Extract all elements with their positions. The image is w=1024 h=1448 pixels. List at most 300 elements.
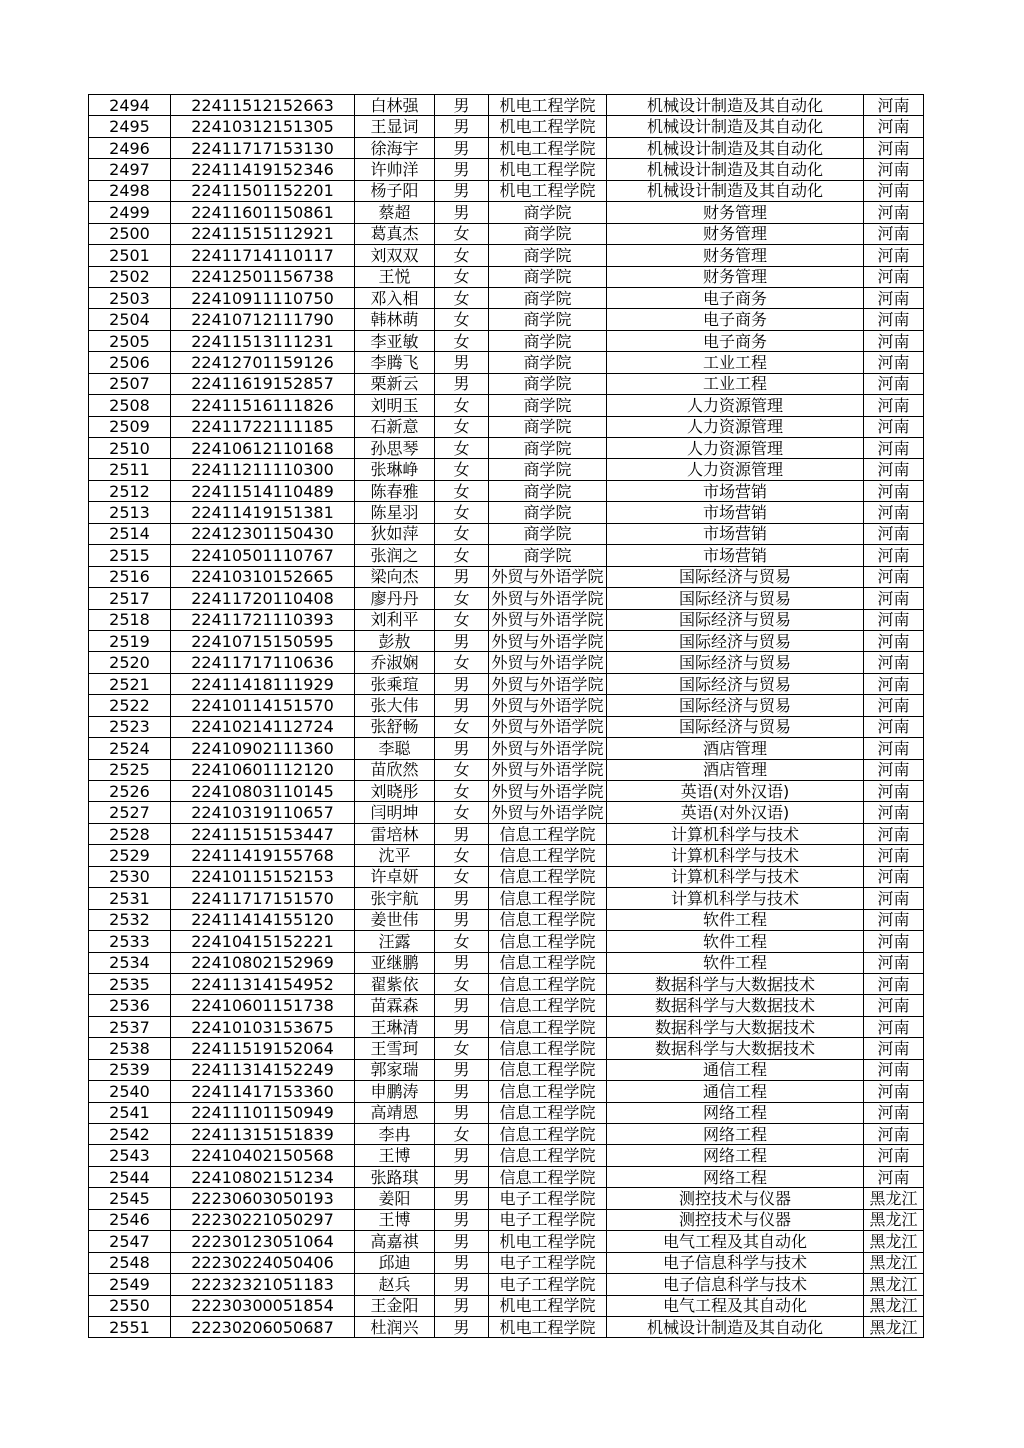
major-cell: 网络工程	[607, 1102, 864, 1123]
gender-cell: 女	[435, 931, 489, 952]
student-id-cell: 22411717153130	[171, 137, 355, 158]
major-cell: 机械设计制造及其自动化	[607, 137, 864, 158]
gender-cell: 女	[435, 309, 489, 330]
college-cell: 信息工程学院	[489, 1038, 607, 1059]
name-cell: 徐海宇	[355, 137, 435, 158]
college-cell: 信息工程学院	[489, 1166, 607, 1187]
serial-number-cell: 2542	[89, 1124, 171, 1145]
province-cell: 河南	[864, 438, 924, 459]
province-cell: 河南	[864, 823, 924, 844]
name-cell: 蔡超	[355, 202, 435, 223]
gender-cell: 男	[435, 1059, 489, 1080]
province-cell: 河南	[864, 180, 924, 201]
student-id-cell: 22412701159126	[171, 352, 355, 373]
college-cell: 商学院	[489, 523, 607, 544]
college-cell: 信息工程学院	[489, 888, 607, 909]
student-id-cell: 22230221050297	[171, 1209, 355, 1230]
college-cell: 外贸与外语学院	[489, 802, 607, 823]
major-cell: 酒店管理	[607, 738, 864, 759]
province-cell: 河南	[864, 781, 924, 802]
student-id-cell: 22410415152221	[171, 931, 355, 952]
name-cell: 陈春雅	[355, 480, 435, 501]
student-id-cell: 22410601151738	[171, 995, 355, 1016]
table-row	[89, 1102, 924, 1123]
province-cell: 河南	[864, 1081, 924, 1102]
name-cell: 张宇航	[355, 888, 435, 909]
college-cell: 商学院	[489, 459, 607, 480]
province-cell: 河南	[864, 287, 924, 308]
serial-number-cell: 2502	[89, 266, 171, 287]
gender-cell: 男	[435, 630, 489, 651]
college-cell: 外贸与外语学院	[489, 759, 607, 780]
province-cell: 河南	[864, 716, 924, 737]
gender-cell: 女	[435, 438, 489, 459]
serial-number-cell: 2507	[89, 373, 171, 394]
serial-number-cell: 2501	[89, 245, 171, 266]
name-cell: 王显词	[355, 116, 435, 137]
table-body	[89, 95, 924, 1338]
province-cell: 河南	[864, 630, 924, 651]
gender-cell: 男	[435, 673, 489, 694]
table-row	[89, 480, 924, 501]
serial-number-cell: 2511	[89, 459, 171, 480]
table-row	[89, 973, 924, 994]
college-cell: 商学院	[489, 502, 607, 523]
student-id-cell: 22411512152663	[171, 95, 355, 116]
gender-cell: 女	[435, 609, 489, 630]
table-row	[89, 395, 924, 416]
name-cell: 雷培林	[355, 823, 435, 844]
gender-cell: 男	[435, 137, 489, 158]
major-cell: 财务管理	[607, 245, 864, 266]
name-cell: 杜润兴	[355, 1316, 435, 1337]
province-cell: 河南	[864, 673, 924, 694]
name-cell: 王博	[355, 1145, 435, 1166]
college-cell: 机电工程学院	[489, 95, 607, 116]
major-cell: 国际经济与贸易	[607, 695, 864, 716]
name-cell: 闫明坤	[355, 802, 435, 823]
table-row	[89, 1252, 924, 1273]
major-cell: 酒店管理	[607, 759, 864, 780]
gender-cell: 男	[435, 1081, 489, 1102]
serial-number-cell: 2517	[89, 588, 171, 609]
serial-number-cell: 2546	[89, 1209, 171, 1230]
gender-cell: 男	[435, 909, 489, 930]
table-row	[89, 352, 924, 373]
student-id-cell: 22230300051854	[171, 1295, 355, 1316]
serial-number-cell: 2515	[89, 545, 171, 566]
student-id-cell: 22411515153447	[171, 823, 355, 844]
province-cell: 河南	[864, 137, 924, 158]
college-cell: 信息工程学院	[489, 1145, 607, 1166]
name-cell: 刘双双	[355, 245, 435, 266]
gender-cell: 男	[435, 159, 489, 180]
table-row	[89, 1231, 924, 1252]
table-row	[89, 802, 924, 823]
gender-cell: 男	[435, 202, 489, 223]
table-row	[89, 180, 924, 201]
table-row	[89, 1295, 924, 1316]
college-cell: 商学院	[489, 373, 607, 394]
province-cell: 河南	[864, 1145, 924, 1166]
student-id-cell: 22230224050406	[171, 1252, 355, 1273]
table-row	[89, 202, 924, 223]
province-cell: 河南	[864, 802, 924, 823]
table-row	[89, 1081, 924, 1102]
major-cell: 计算机科学与技术	[607, 823, 864, 844]
name-cell: 许卓妍	[355, 866, 435, 887]
gender-cell: 男	[435, 373, 489, 394]
name-cell: 赵兵	[355, 1274, 435, 1295]
college-cell: 外贸与外语学院	[489, 566, 607, 587]
gender-cell: 女	[435, 523, 489, 544]
serial-number-cell: 2498	[89, 180, 171, 201]
major-cell: 国际经济与贸易	[607, 630, 864, 651]
gender-cell: 男	[435, 1166, 489, 1187]
table-row	[89, 95, 924, 116]
serial-number-cell: 2530	[89, 866, 171, 887]
college-cell: 机电工程学院	[489, 1231, 607, 1252]
name-cell: 李亚敏	[355, 330, 435, 351]
student-id-cell: 22411314154952	[171, 973, 355, 994]
major-cell: 国际经济与贸易	[607, 673, 864, 694]
major-cell: 电子信息科学与技术	[607, 1252, 864, 1273]
student-id-cell: 22412301150430	[171, 523, 355, 544]
name-cell: 张大伟	[355, 695, 435, 716]
table-row	[89, 609, 924, 630]
student-id-cell: 22410715150595	[171, 630, 355, 651]
major-cell: 机械设计制造及其自动化	[607, 1316, 864, 1337]
major-cell: 网络工程	[607, 1145, 864, 1166]
college-cell: 商学院	[489, 438, 607, 459]
serial-number-cell: 2538	[89, 1038, 171, 1059]
gender-cell: 女	[435, 416, 489, 437]
province-cell: 河南	[864, 545, 924, 566]
name-cell: 王悦	[355, 266, 435, 287]
table-row	[89, 137, 924, 158]
major-cell: 测控技术与仪器	[607, 1209, 864, 1230]
table-row	[89, 330, 924, 351]
serial-number-cell: 2540	[89, 1081, 171, 1102]
college-cell: 商学院	[489, 287, 607, 308]
serial-number-cell: 2525	[89, 759, 171, 780]
table-row	[89, 888, 924, 909]
gender-cell: 男	[435, 1274, 489, 1295]
major-cell: 通信工程	[607, 1081, 864, 1102]
college-cell: 信息工程学院	[489, 973, 607, 994]
serial-number-cell: 2551	[89, 1316, 171, 1337]
province-cell: 河南	[864, 866, 924, 887]
major-cell: 软件工程	[607, 909, 864, 930]
province-cell: 河南	[864, 330, 924, 351]
name-cell: 许帅洋	[355, 159, 435, 180]
gender-cell: 女	[435, 1124, 489, 1145]
student-id-cell: 22410601112120	[171, 759, 355, 780]
college-cell: 信息工程学院	[489, 1102, 607, 1123]
serial-number-cell: 2534	[89, 952, 171, 973]
college-cell: 信息工程学院	[489, 1016, 607, 1037]
province-cell: 河南	[864, 952, 924, 973]
major-cell: 机械设计制造及其自动化	[607, 95, 864, 116]
gender-cell: 男	[435, 1295, 489, 1316]
major-cell: 人力资源管理	[607, 416, 864, 437]
table-row	[89, 588, 924, 609]
table-row	[89, 1188, 924, 1209]
table-row	[89, 1145, 924, 1166]
college-cell: 外贸与外语学院	[489, 738, 607, 759]
name-cell: 廖丹丹	[355, 588, 435, 609]
name-cell: 郭家瑞	[355, 1059, 435, 1080]
province-cell: 河南	[864, 373, 924, 394]
gender-cell: 女	[435, 781, 489, 802]
gender-cell: 男	[435, 738, 489, 759]
province-cell: 河南	[864, 973, 924, 994]
serial-number-cell: 2535	[89, 973, 171, 994]
province-cell: 河南	[864, 995, 924, 1016]
serial-number-cell: 2516	[89, 566, 171, 587]
gender-cell: 男	[435, 1188, 489, 1209]
province-cell: 河南	[864, 309, 924, 330]
student-id-cell: 22410911110750	[171, 287, 355, 308]
name-cell: 高嘉祺	[355, 1231, 435, 1252]
college-cell: 外贸与外语学院	[489, 630, 607, 651]
name-cell: 张舒畅	[355, 716, 435, 737]
major-cell: 工业工程	[607, 373, 864, 394]
name-cell: 王金阳	[355, 1295, 435, 1316]
student-id-cell: 22410402150568	[171, 1145, 355, 1166]
province-cell: 河南	[864, 931, 924, 952]
table-row	[89, 995, 924, 1016]
province-cell: 河南	[864, 416, 924, 437]
college-cell: 信息工程学院	[489, 931, 607, 952]
province-cell: 黑龙江	[864, 1188, 924, 1209]
major-cell: 软件工程	[607, 952, 864, 973]
serial-number-cell: 2514	[89, 523, 171, 544]
college-cell: 机电工程学院	[489, 159, 607, 180]
student-id-cell: 22410114151570	[171, 695, 355, 716]
student-id-cell: 22411315151839	[171, 1124, 355, 1145]
college-cell: 信息工程学院	[489, 866, 607, 887]
province-cell: 河南	[864, 1166, 924, 1187]
name-cell: 张乘瑄	[355, 673, 435, 694]
student-id-cell: 22410214112724	[171, 716, 355, 737]
student-id-cell: 22410612110168	[171, 438, 355, 459]
table-row	[89, 1274, 924, 1295]
serial-number-cell: 2549	[89, 1274, 171, 1295]
student-id-cell: 22411418111929	[171, 673, 355, 694]
province-cell: 河南	[864, 502, 924, 523]
name-cell: 亚继鹏	[355, 952, 435, 973]
province-cell: 河南	[864, 1124, 924, 1145]
serial-number-cell: 2518	[89, 609, 171, 630]
serial-number-cell: 2521	[89, 673, 171, 694]
serial-number-cell: 2519	[89, 630, 171, 651]
province-cell: 河南	[864, 1102, 924, 1123]
major-cell: 数据科学与大数据技术	[607, 995, 864, 1016]
student-id-cell: 22411501152201	[171, 180, 355, 201]
major-cell: 网络工程	[607, 1124, 864, 1145]
college-cell: 机电工程学院	[489, 1316, 607, 1337]
student-id-cell: 22411717151570	[171, 888, 355, 909]
major-cell: 市场营销	[607, 502, 864, 523]
gender-cell: 男	[435, 888, 489, 909]
college-cell: 商学院	[489, 395, 607, 416]
serial-number-cell: 2497	[89, 159, 171, 180]
student-id-cell: 22410312151305	[171, 116, 355, 137]
table-row	[89, 1316, 924, 1337]
table-row	[89, 1124, 924, 1145]
province-cell: 河南	[864, 395, 924, 416]
college-cell: 信息工程学院	[489, 1081, 607, 1102]
table-row	[89, 716, 924, 737]
serial-number-cell: 2532	[89, 909, 171, 930]
table-row	[89, 695, 924, 716]
major-cell: 电气工程及其自动化	[607, 1295, 864, 1316]
table-row	[89, 459, 924, 480]
major-cell: 财务管理	[607, 202, 864, 223]
college-cell: 信息工程学院	[489, 1124, 607, 1145]
college-cell: 商学院	[489, 416, 607, 437]
gender-cell: 男	[435, 952, 489, 973]
serial-number-cell: 2508	[89, 395, 171, 416]
province-cell: 黑龙江	[864, 1252, 924, 1273]
table-row	[89, 952, 924, 973]
major-cell: 工业工程	[607, 352, 864, 373]
serial-number-cell: 2539	[89, 1059, 171, 1080]
student-id-cell: 22410501110767	[171, 545, 355, 566]
college-cell: 机电工程学院	[489, 116, 607, 137]
college-cell: 信息工程学院	[489, 995, 607, 1016]
college-cell: 外贸与外语学院	[489, 695, 607, 716]
student-id-cell: 22411419151381	[171, 502, 355, 523]
name-cell: 王雪珂	[355, 1038, 435, 1059]
gender-cell: 女	[435, 395, 489, 416]
table-row	[89, 245, 924, 266]
college-cell: 商学院	[489, 330, 607, 351]
serial-number-cell: 2495	[89, 116, 171, 137]
gender-cell: 女	[435, 716, 489, 737]
province-cell: 河南	[864, 888, 924, 909]
province-cell: 黑龙江	[864, 1231, 924, 1252]
student-id-cell: 22230123051064	[171, 1231, 355, 1252]
gender-cell: 男	[435, 1102, 489, 1123]
name-cell: 姜阳	[355, 1188, 435, 1209]
gender-cell: 男	[435, 1209, 489, 1230]
table-row	[89, 1016, 924, 1037]
student-id-cell: 22411721110393	[171, 609, 355, 630]
serial-number-cell: 2526	[89, 781, 171, 802]
province-cell: 河南	[864, 95, 924, 116]
table-row	[89, 909, 924, 930]
serial-number-cell: 2543	[89, 1145, 171, 1166]
name-cell: 栗新云	[355, 373, 435, 394]
college-cell: 信息工程学院	[489, 1059, 607, 1080]
gender-cell: 女	[435, 330, 489, 351]
name-cell: 邱迪	[355, 1252, 435, 1273]
serial-number-cell: 2533	[89, 931, 171, 952]
gender-cell: 女	[435, 223, 489, 244]
student-id-cell: 22230206050687	[171, 1316, 355, 1337]
table-row	[89, 266, 924, 287]
serial-number-cell: 2504	[89, 309, 171, 330]
student-id-cell: 22410310152665	[171, 566, 355, 587]
table-row	[89, 502, 924, 523]
name-cell: 张润之	[355, 545, 435, 566]
college-cell: 外贸与外语学院	[489, 673, 607, 694]
major-cell: 市场营销	[607, 480, 864, 501]
name-cell: 葛真杰	[355, 223, 435, 244]
student-id-cell: 22411314152249	[171, 1059, 355, 1080]
student-id-cell: 22411414155120	[171, 909, 355, 930]
table-row	[89, 373, 924, 394]
name-cell: 张琳峥	[355, 459, 435, 480]
college-cell: 商学院	[489, 223, 607, 244]
serial-number-cell: 2547	[89, 1231, 171, 1252]
serial-number-cell: 2536	[89, 995, 171, 1016]
name-cell: 高靖恩	[355, 1102, 435, 1123]
serial-number-cell: 2524	[89, 738, 171, 759]
gender-cell: 女	[435, 866, 489, 887]
gender-cell: 男	[435, 1231, 489, 1252]
major-cell: 国际经济与贸易	[607, 652, 864, 673]
province-cell: 河南	[864, 909, 924, 930]
province-cell: 河南	[864, 738, 924, 759]
major-cell: 计算机科学与技术	[607, 866, 864, 887]
table-row	[89, 159, 924, 180]
gender-cell: 男	[435, 352, 489, 373]
province-cell: 河南	[864, 245, 924, 266]
major-cell: 市场营销	[607, 523, 864, 544]
major-cell: 国际经济与贸易	[607, 566, 864, 587]
college-cell: 电子工程学院	[489, 1209, 607, 1230]
serial-number-cell: 2541	[89, 1102, 171, 1123]
name-cell: 汪露	[355, 931, 435, 952]
major-cell: 计算机科学与技术	[607, 845, 864, 866]
serial-number-cell: 2545	[89, 1188, 171, 1209]
serial-number-cell: 2523	[89, 716, 171, 737]
major-cell: 计算机科学与技术	[607, 888, 864, 909]
major-cell: 电子商务	[607, 330, 864, 351]
college-cell: 电子工程学院	[489, 1274, 607, 1295]
name-cell: 李腾飞	[355, 352, 435, 373]
gender-cell: 女	[435, 845, 489, 866]
gender-cell: 女	[435, 652, 489, 673]
college-cell: 商学院	[489, 480, 607, 501]
gender-cell: 女	[435, 480, 489, 501]
college-cell: 外贸与外语学院	[489, 588, 607, 609]
serial-number-cell: 2550	[89, 1295, 171, 1316]
name-cell: 孙思琴	[355, 438, 435, 459]
serial-number-cell: 2505	[89, 330, 171, 351]
province-cell: 河南	[864, 1038, 924, 1059]
gender-cell: 女	[435, 459, 489, 480]
college-cell: 机电工程学院	[489, 1295, 607, 1316]
gender-cell: 女	[435, 245, 489, 266]
major-cell: 英语(对外汉语)	[607, 781, 864, 802]
serial-number-cell: 2494	[89, 95, 171, 116]
gender-cell: 女	[435, 973, 489, 994]
serial-number-cell: 2527	[89, 802, 171, 823]
province-cell: 河南	[864, 609, 924, 630]
table-row	[89, 223, 924, 244]
college-cell: 信息工程学院	[489, 909, 607, 930]
student-id-cell: 22411714110117	[171, 245, 355, 266]
gender-cell: 男	[435, 116, 489, 137]
table-row	[89, 545, 924, 566]
table-row	[89, 523, 924, 544]
serial-number-cell: 2499	[89, 202, 171, 223]
student-id-cell: 22412501156738	[171, 266, 355, 287]
